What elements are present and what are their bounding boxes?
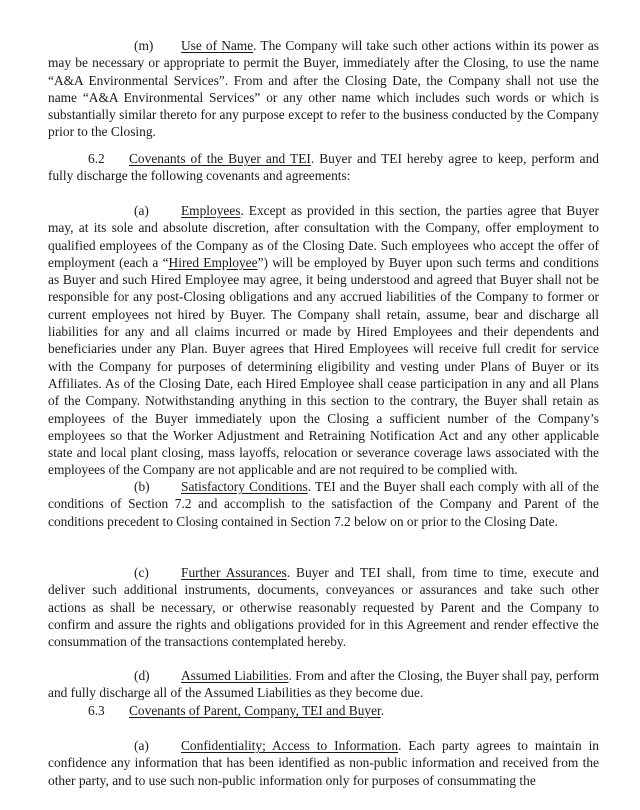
paragraph-body: . The Company will take such other actions within its power as may be necessary or appropriate to permit the Buyer, immediately after the Closing, to use the name “A&A Environmental Services”. From and after the Closing Date, the Company shall not use the name “A&A Environmental Services” or any other name which includes such words or which is substantially similar thereto for any purpose except to refer to the business conducted by the Company prior to the Closing. — [48, 38, 599, 140]
paragraph-title: Further Assurances — [181, 565, 287, 580]
paragraph-title: Employees — [181, 203, 241, 218]
paragraph-title: Confidentiality; Access to Information — [181, 738, 399, 753]
paragraph-body: . Buyer and TEI shall, from time to time, execute and deliver such additional instruments, documents, conveyances or assurances and take such other actions as shall be necessary, or otherwise reasonably requested by Parent and the Company to confirm and assure the rights and obligations provided for in this Agreement and render effective the consummation of the transactions contemplated hereby. — [48, 565, 600, 650]
paragraph-label: (a) — [134, 738, 149, 753]
paragraph-further-assurances — [48, 564, 599, 650]
paragraph-title: Use of Name — [181, 38, 254, 53]
section-number: 6.2 — [88, 151, 105, 166]
paragraph-title: Satisfactory Conditions — [181, 479, 308, 494]
section-6-3 — [88, 702, 384, 719]
paragraph-confidentiality — [48, 737, 599, 789]
section-6-2 — [48, 150, 599, 185]
paragraph-label: (m) — [134, 38, 154, 53]
section-body: . — [380, 703, 385, 718]
paragraph-satisfactory-conditions — [48, 478, 599, 530]
paragraph-employees — [48, 202, 599, 479]
paragraph-label: (c) — [134, 565, 149, 580]
paragraph-use-of-name — [48, 37, 599, 141]
paragraph-label: (a) — [134, 203, 149, 218]
paragraph-title: Assumed Liabilities — [181, 668, 289, 683]
paragraph-body: . Each party agrees to maintain in confidence any information that has been identified as non-public information and received from the other party, and to use such non-public information only for purposes of consummating the — [48, 738, 600, 788]
paragraph-label: (d) — [134, 668, 150, 683]
paragraph-body: . TEI and the Buyer shall each comply with all of the conditions of Section 7.2 and accomplish to the satisfaction of the Company and Parent of the conditions precedent to Closing contained in Section 7.2 below on or prior to the Closing Date. — [48, 479, 599, 529]
section-number: 6.3 — [88, 703, 105, 718]
paragraph-body: . Except as provided in this section, the parties agree that Buyer may, at its sole and absolute discretion, after consultation with the Company, offer employment to qualified employees of the Company as of the Closing Date. Such employees who accept the offer of employment (each a “ — [48, 203, 599, 270]
section-body: . Buyer and TEI hereby agree to keep, perform and fully discharge the following covenants and agreements: — [48, 151, 599, 184]
section-title: Covenants of Parent, Company, TEI and Buyer — [129, 703, 381, 718]
section-title: Covenants of the Buyer and TEI — [129, 151, 311, 166]
paragraph-assumed-liabilities — [48, 667, 599, 702]
paragraph-label: (b) — [134, 479, 150, 494]
paragraph-body-continued: ”) will be employed by Buyer upon such terms and conditions as Buyer and such Hired Employee may agree, it being understood and agreed that Buyer shall not be responsible for any post-Closing obligations and any accrued liabilities of the Company to former or current employees not hired by Buyer. The Company shall retain, assume, bear and discharge all liabilities for any and all claims incurred or made by Hired Employees and their dependents and beneficiaries under any Plan. Buyer agrees that Hired Employees will receive full credit for service with the Company for purposes of determining eligibility and vesting under Plans of Buyer or its Affiliates. As of the Closing Date, each Hired Employee shall cease participation in any and all Plans of the Company. Notwithstanding anything in this section to the contrary, the Buyer shall retain as employees of the Buyer immediately upon the Closing a sufficient number of the Company’s employees so that the Worker Adjustment and Retraining Notification Act and any other applicable state and local plant closing, mass layoffs, relocation or severance coverage laws associated with the employees of the Company are not applicable and are not required to be complied with. — [48, 254, 599, 478]
paragraph-body: . From and after the Closing, the Buyer shall pay, perform and fully discharge all of the Assumed Liabilities as they become due. — [48, 668, 599, 701]
defined-term: Hired Employee — [168, 254, 258, 270]
